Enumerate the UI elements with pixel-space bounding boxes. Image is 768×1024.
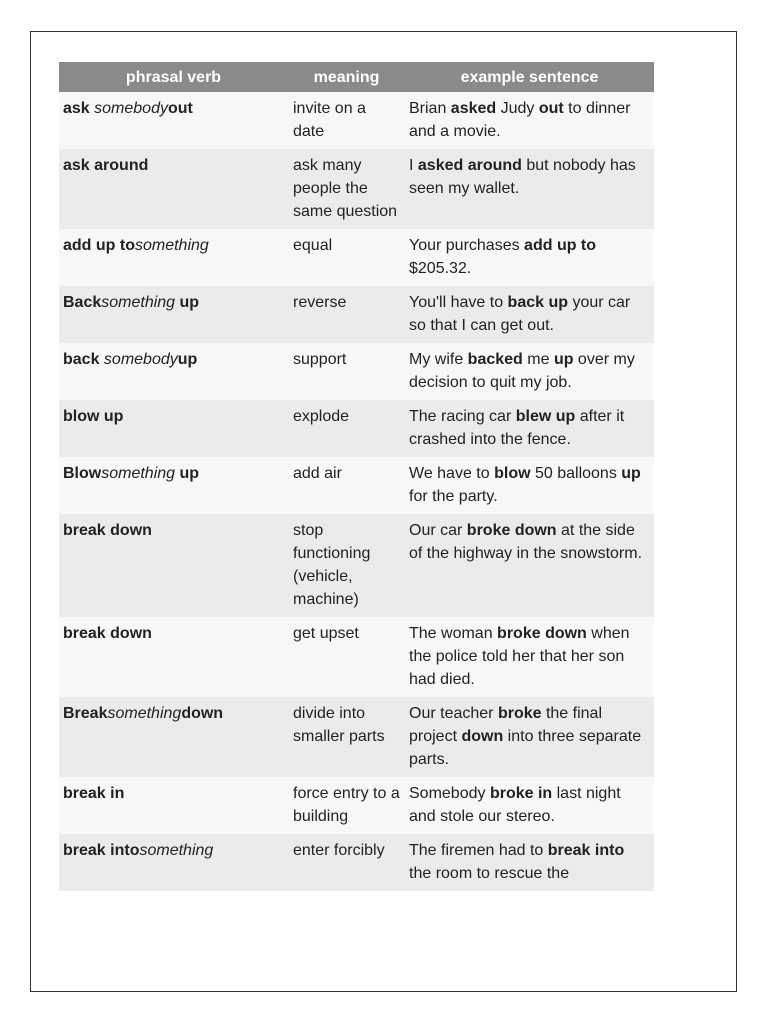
phrasal-verb-cell: [59, 400, 288, 457]
table-row: [59, 834, 654, 891]
phrasal-verb-cell: [59, 514, 288, 617]
phrasal-verb-table: [59, 62, 654, 891]
phrasal-verb-run: somebody: [94, 100, 168, 117]
phrasal-verb-cell: [59, 229, 288, 286]
example-sentence-run: break into: [547, 842, 625, 859]
phrasal-verb-cell: [59, 617, 288, 697]
table-row: [59, 617, 654, 697]
phrasal-verb-run: break down: [63, 522, 152, 539]
meaning-cell: equal: [288, 229, 405, 286]
meaning-cell: stop functioning (vehicle, machine): [288, 514, 405, 617]
example-sentence-run: when the police told her that her son had died.: [409, 625, 630, 688]
meaning-cell: support: [288, 343, 405, 400]
example-sentence-run: me: [522, 351, 554, 368]
phrasal-verb-cell: [59, 777, 288, 834]
example-sentence-run: up: [553, 351, 574, 368]
example-sentence-run: $205.32.: [409, 260, 472, 277]
phrasal-verb-run: something: [134, 237, 209, 254]
example-sentence-run: Judy: [496, 100, 539, 117]
meaning-cell: invite on a date: [288, 92, 405, 149]
example-sentence-run: the room to rescue the: [409, 865, 570, 882]
example-sentence-run: at the side of the highway in the snowstorm.: [409, 522, 643, 562]
table-row: [59, 777, 654, 834]
phrasal-verb-run: Blow: [63, 465, 102, 482]
phrasal-verb-run: up: [175, 294, 200, 311]
example-sentence-run: blew up: [515, 408, 576, 425]
example-sentence-cell: [405, 834, 654, 891]
phrasal-verb-run: something: [101, 465, 176, 482]
phrasal-verb-run: Break: [63, 705, 108, 722]
example-sentence-run: broke down: [497, 625, 587, 642]
phrasal-verb-cell: [59, 457, 288, 514]
table-row: [59, 457, 654, 514]
table-row: [59, 286, 654, 343]
example-sentence-run: 50 balloons: [530, 465, 622, 482]
example-sentence-run: to dinner and a movie.: [409, 100, 631, 140]
meaning-cell: ask many people the same question: [288, 149, 405, 229]
meaning-cell: divide into smaller parts: [288, 697, 405, 777]
phrasal-verb-cell: [59, 834, 288, 891]
example-sentence-run: backed: [467, 351, 523, 368]
phrasal-verb-run: up: [175, 465, 200, 482]
example-sentence-run: Somebody: [409, 785, 490, 802]
example-sentence-run: The firemen had to: [409, 842, 548, 859]
example-sentence-run: up: [621, 465, 641, 482]
header-example-sentence: example sentence: [405, 62, 654, 92]
example-sentence-run: but nobody has seen my wallet.: [409, 157, 636, 197]
meaning-cell: explode: [288, 400, 405, 457]
phrasal-verb-cell: [59, 286, 288, 343]
phrasal-verb-run: out: [167, 100, 193, 117]
example-sentence-cell: [405, 286, 654, 343]
example-sentence-run: The woman: [409, 625, 498, 642]
example-sentence-run: The racing car: [409, 408, 516, 425]
phrasal-verb-run: something: [139, 842, 214, 859]
table-row: [59, 92, 654, 149]
example-sentence-run: broke: [497, 705, 542, 722]
meaning-cell: enter forcibly: [288, 834, 405, 891]
phrasal-verb-run: Back: [63, 294, 102, 311]
phrasal-verb-run: add up to: [63, 237, 135, 254]
phrasal-verb-run: ask around: [63, 157, 149, 174]
phrasal-verb-run: somebody: [103, 351, 178, 368]
example-sentence-run: into three separate parts.: [409, 728, 642, 768]
example-sentence-cell: [405, 617, 654, 697]
example-sentence-run: add up to: [524, 237, 597, 254]
example-sentence-cell: [405, 457, 654, 514]
example-sentence-run: Our car: [409, 522, 467, 539]
example-sentence-run: back up: [507, 294, 569, 311]
phrasal-verb-run: down: [181, 705, 224, 722]
phrasal-verb-run: break down: [63, 625, 152, 642]
example-sentence-run: My wife: [409, 351, 468, 368]
header-meaning: meaning: [288, 62, 405, 92]
example-sentence-run: asked: [450, 100, 497, 117]
example-sentence-run: down: [461, 728, 504, 745]
phrasal-verb-run: ask: [63, 100, 95, 117]
phrasal-verb-run: up: [177, 351, 198, 368]
example-sentence-run: We have to: [409, 465, 495, 482]
example-sentence-run: over my decision to quit my job.: [409, 351, 635, 391]
phrasal-verb-run: break in: [63, 785, 125, 802]
example-sentence-run: last night and stole our stereo.: [409, 785, 621, 825]
table-row: [59, 229, 654, 286]
table-body: [59, 92, 654, 891]
example-sentence-run: your car so that I can get out.: [409, 294, 631, 334]
header-phrasal-verb: phrasal verb: [59, 62, 288, 92]
example-sentence-run: for the party.: [409, 488, 498, 505]
meaning-cell: force entry to a building: [288, 777, 405, 834]
phrasal-verb-cell: [59, 149, 288, 229]
example-sentence-cell: [405, 400, 654, 457]
example-sentence-run: Your purchases: [409, 237, 525, 254]
example-sentence-run: the final project: [409, 705, 602, 745]
example-sentence-run: broke in: [489, 785, 553, 802]
example-sentence-run: asked around: [417, 157, 522, 174]
example-sentence-run: Our teacher: [409, 705, 498, 722]
phrasal-verb-cell: [59, 697, 288, 777]
example-sentence-run: You'll have to: [409, 294, 508, 311]
phrasal-verb-run: something: [101, 294, 176, 311]
example-sentence-cell: [405, 229, 654, 286]
table-row: [59, 697, 654, 777]
phrasal-verb-cell: [59, 92, 288, 149]
table-row: [59, 514, 654, 617]
example-sentence-cell: [405, 149, 654, 229]
meaning-cell: get upset: [288, 617, 405, 697]
table-row: [59, 149, 654, 229]
example-sentence-run: I: [409, 157, 418, 174]
example-sentence-cell: [405, 92, 654, 149]
example-sentence-run: out: [538, 100, 564, 117]
phrasal-verb-run: back: [63, 351, 104, 368]
phrasal-verb-run: break into: [63, 842, 140, 859]
meaning-cell: add air: [288, 457, 405, 514]
example-sentence-run: blow: [494, 465, 531, 482]
meaning-cell: reverse: [288, 286, 405, 343]
example-sentence-run: broke down: [466, 522, 557, 539]
example-sentence-cell: [405, 343, 654, 400]
example-sentence-run: Brian: [409, 100, 451, 117]
example-sentence-cell: [405, 697, 654, 777]
phrasal-verb-run: something: [107, 705, 182, 722]
table-row: [59, 343, 654, 400]
phrasal-verb-cell: [59, 343, 288, 400]
example-sentence-run: after it crashed into the fence.: [409, 408, 625, 448]
table-header: [59, 62, 654, 92]
phrasal-verb-run: blow up: [63, 408, 124, 425]
example-sentence-cell: [405, 514, 654, 617]
example-sentence-cell: [405, 777, 654, 834]
table-row: [59, 400, 654, 457]
